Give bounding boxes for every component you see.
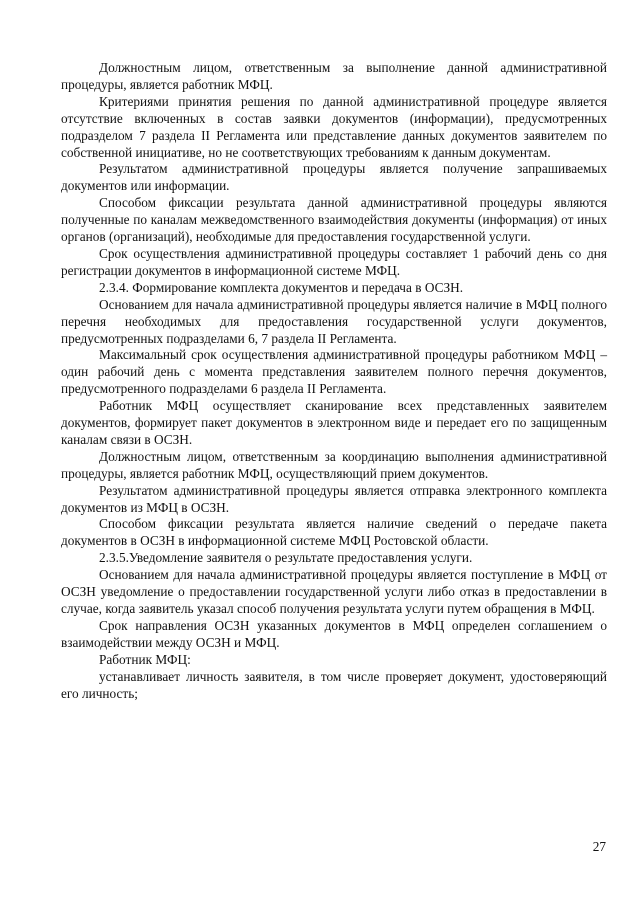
- paragraph: Должностным лицом, ответственным за координацию выполнения административной процедуры, является работник МФЦ, осуществляющий прием документов.: [61, 448, 607, 481]
- paragraph: Основанием для начала административной процедуры является наличие в МФЦ полного перечня необходимых для предоставления государственной услуги документов, предусмотренных подразделами 6, 7 раздела II Регламента.: [61, 296, 607, 346]
- paragraph: Срок направления ОСЗН указанных документов в МФЦ определен соглашением о взаимодействии между ОСЗН и МФЦ.: [61, 617, 607, 650]
- paragraph: Способом фиксации результата данной административной процедуры являются полученные по каналам межведомственного взаимодействия документы (информация) от иных органов (организаций), необходимые для предоставления государственной услуги.: [61, 195, 607, 245]
- document-body: [61, 60, 607, 702]
- paragraph: Работник МФЦ осуществляет сканирование всех представленных заявителем документов, формирует пакет документов в электронном виде и передает его по защищенным каналам связи в ОСЗН.: [61, 398, 607, 447]
- paragraph: Максимальный срок осуществления административной процедуры работником МФЦ – один рабочий день с момента представления заявителем полного перечня документов, предусмотренного подразделами 6 раздела II Регламента.: [61, 347, 607, 397]
- paragraph: Должностным лицом, ответственным за выполнение данной административной процедуры, является работник МФЦ.: [61, 60, 607, 92]
- paragraph: Срок осуществления административной процедуры составляет 1 рабочий день со дня регистрации документов в информационной системе МФЦ.: [61, 245, 607, 278]
- section-heading: 2.3.5.Уведомление заявителя о результате предоставления услуги.: [99, 550, 473, 566]
- paragraph: Основанием для начала административной процедуры является поступление в МФЦ от ОСЗН уведомление о предоставлении государственной услуги либо отказ в предоставлении в случае, когда заявитель указал способ получения результата услуги путем обращения в МФЦ.: [61, 567, 607, 616]
- paragraph: Способом фиксации результата является наличие сведений о передаче пакета документов в ОСЗН в информационной системе МФЦ Ростовской области.: [61, 516, 607, 549]
- paragraph: Результатом административной процедуры является получение запрашиваемых документов или информации.: [61, 161, 607, 194]
- paragraph: Критериями принятия решения по данной административной процедуре является отсутствие включенных в состав заявки документов (информации), предусмотренных подразделом 7 раздела II Регламента или представление данных документов заявителем по собственной инициативе, но не соответствующих требованиям к данным документам.: [61, 93, 607, 160]
- paragraph: устанавливает личность заявителя, в том числе проверяет документ, удостоверяющий его личность;: [61, 668, 607, 701]
- paragraph: Результатом административной процедуры является отправка электронного комплекта документов из МФЦ в ОСЗН.: [61, 482, 607, 515]
- paragraph: Работник МФЦ:: [99, 651, 191, 667]
- page-number: 27: [592, 839, 606, 854]
- section-heading: 2.3.4. Формирование комплекта документов и передача в ОСЗН.: [99, 279, 464, 295]
